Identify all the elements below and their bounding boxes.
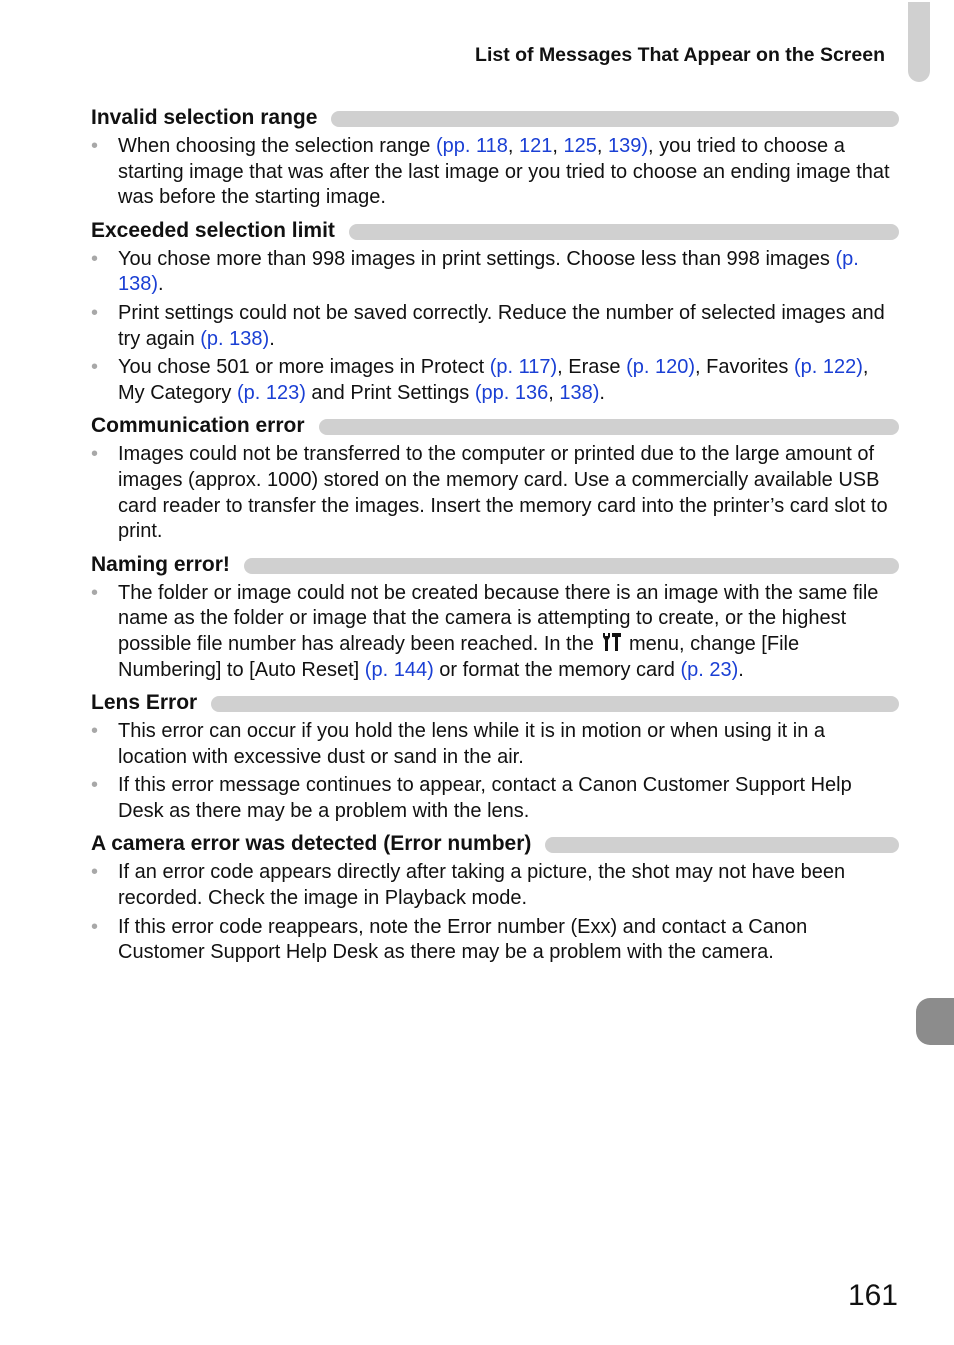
page-reference-link[interactable]: (p. 117) xyxy=(489,356,558,379)
bullet-text: When choosing the selection range xyxy=(118,135,436,157)
section-heading-bar xyxy=(211,696,899,712)
bullet-text: menu, change [File Numbering] to [Auto Reset] xyxy=(118,632,800,681)
bullet-dot-icon: • xyxy=(91,861,99,884)
page-reference-link[interactable]: (p. 23) xyxy=(680,658,739,681)
section-heading-bar xyxy=(545,837,899,853)
bullet-dot-icon: • xyxy=(91,720,99,743)
page-reference-link[interactable]: 125 xyxy=(563,135,597,157)
bullet-text: . xyxy=(269,327,275,350)
bullet-text: , xyxy=(596,135,609,157)
bullet-dot-icon: • xyxy=(91,301,99,324)
bullet-text: , Erase xyxy=(557,356,627,379)
bullet-item xyxy=(91,247,899,298)
bullet-list xyxy=(91,719,899,824)
bullet-item xyxy=(91,355,899,406)
bullet-dot-icon: • xyxy=(91,356,99,379)
message-list xyxy=(91,104,899,969)
bullet-text: , xyxy=(507,135,520,157)
bullet-dot-icon: • xyxy=(91,443,99,466)
bullet-text: , xyxy=(552,135,564,157)
section-heading-bar xyxy=(319,419,899,435)
bullet-item xyxy=(91,915,899,966)
bullet-item xyxy=(91,860,899,911)
bullet-dot-icon: • xyxy=(91,135,99,157)
page-reference-link[interactable]: 138) xyxy=(559,381,600,404)
section-title: A camera error was detected (Error number) xyxy=(91,832,532,856)
section-heading xyxy=(91,551,899,579)
bullet-text: Print settings could not be saved correctly. Reduce the number of selected images and try again xyxy=(118,301,885,350)
bullet-text: . xyxy=(738,658,744,681)
bullet-list xyxy=(91,442,899,544)
page-reference-link[interactable]: (p. 144) xyxy=(364,658,434,681)
bullet-dot-icon: • xyxy=(91,247,99,270)
bullet-list xyxy=(91,247,899,407)
bullet-text: , Favorites xyxy=(695,356,794,379)
bullet-text: and Print Settings xyxy=(305,381,475,404)
section-heading xyxy=(91,689,899,717)
section-heading xyxy=(91,830,899,858)
bullet-item xyxy=(91,581,899,683)
bullet-text: or format the memory card xyxy=(433,658,681,681)
bullet-text: If this error code reappears, note the Error number (Exx) and contact a Canon Customer Support Help Desk as there may be a problem with the camera. xyxy=(118,915,808,964)
section-title: Lens Error xyxy=(91,691,198,715)
bullet-item xyxy=(91,134,899,211)
running-header: List of Messages That Appear on the Screen xyxy=(475,44,885,66)
chapter-tab-side xyxy=(916,998,954,1045)
page-reference-link[interactable]: 121 xyxy=(519,135,553,157)
page-reference-link[interactable]: (p. 122) xyxy=(793,356,863,379)
bullet-text: You chose 501 or more images in Protect xyxy=(118,356,490,379)
bullet-text: , you tried to choose a starting image that was after the last image or you tried to choose an ending image that was before the starting image. xyxy=(118,135,890,209)
bullet-dot-icon: • xyxy=(91,581,99,604)
bullet-text: . xyxy=(158,273,164,296)
section-heading xyxy=(91,217,899,245)
bullet-text: . xyxy=(599,381,605,404)
section-heading-bar xyxy=(244,558,899,574)
section-heading-bar xyxy=(331,111,899,127)
bullet-list xyxy=(91,581,899,683)
bullet-list xyxy=(91,134,899,211)
page-reference-link[interactable]: (p. 138) xyxy=(118,247,859,296)
page-reference-link[interactable]: (p. 123) xyxy=(236,381,306,404)
bullet-dot-icon: • xyxy=(91,774,99,797)
bullet-text: Images could not be transferred to the computer or printed due to the large amount of images (approx. 1000) stored on the memory card. Use a commercially available USB card reader to transfer the images. Insert the memory card into the printer’s card slot to print. xyxy=(118,443,888,543)
bullet-text: You chose more than 998 images in print settings. Choose less than 998 images xyxy=(118,247,836,270)
section-title: Exceeded selection limit xyxy=(91,218,335,242)
bullet-item xyxy=(91,773,899,824)
bullet-item xyxy=(91,719,899,770)
settings-wrench-icon xyxy=(600,632,622,652)
section-title: Naming error! xyxy=(91,552,230,576)
bullet-text: The folder or image could not be created because there is an image with the same file name as the folder or image that the camera is attempting to create, or the highest possible file number has already been reached. In the xyxy=(118,581,879,655)
bullet-text: , xyxy=(548,381,560,404)
bullet-item xyxy=(91,442,899,544)
section-title: Communication error xyxy=(91,414,305,438)
section-heading-bar xyxy=(349,224,899,240)
page-reference-link[interactable]: (p. 120) xyxy=(626,356,696,379)
chapter-tab-top xyxy=(908,2,930,82)
bullet-text: This error can occur if you hold the lens while it is in motion or when using it in a location with excessive dust or sand in the air. xyxy=(118,720,826,768)
bullet-item xyxy=(91,301,899,352)
page-reference-link[interactable]: 139) xyxy=(608,135,649,157)
section-title: Invalid selection range xyxy=(91,106,318,129)
section-heading xyxy=(91,104,899,132)
bullet-list xyxy=(91,860,899,965)
bullet-text: If this error message continues to appear, contact a Canon Customer Support Help Desk as there may be a problem with the lens. xyxy=(118,774,852,822)
page-number: 161 xyxy=(847,1279,898,1312)
bullet-dot-icon: • xyxy=(91,915,99,938)
section-heading xyxy=(91,412,899,440)
page-reference-link[interactable]: (pp. 136 xyxy=(474,381,549,404)
bullet-text: If an error code appears directly after taking a picture, the shot may not have been recorded. Check the image in Playback mode. xyxy=(118,861,846,910)
bullet-text: , My Category xyxy=(118,356,869,404)
page-reference-link[interactable]: (p. 138) xyxy=(200,327,270,350)
page-reference-link[interactable]: (pp. 118 xyxy=(435,135,508,157)
